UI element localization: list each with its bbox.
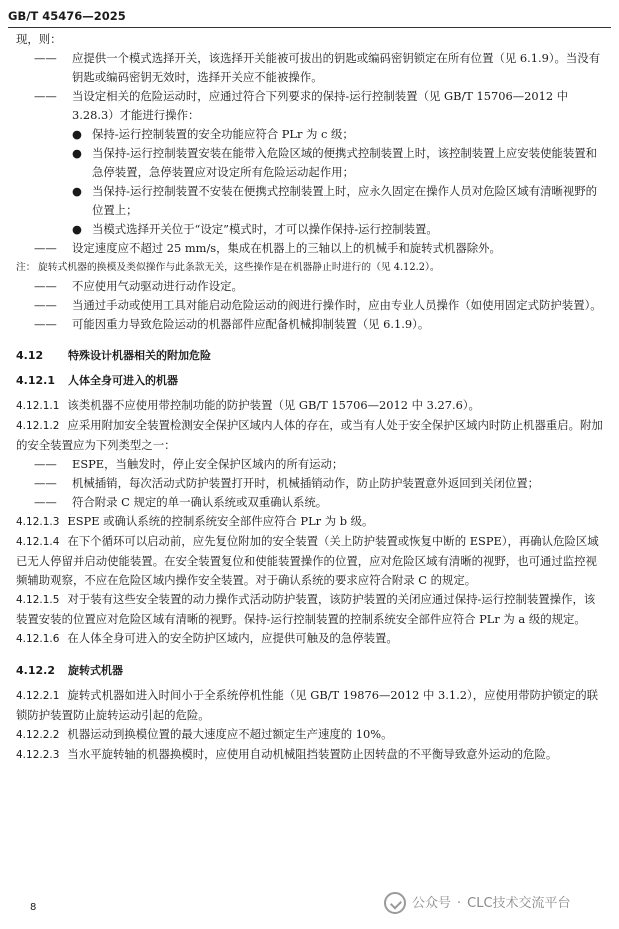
document-body xyxy=(0,30,619,765)
dash-marker: —— xyxy=(34,495,57,509)
paragraph xyxy=(0,30,619,49)
bullet-icon: ● xyxy=(72,127,82,141)
bullet-list-item xyxy=(0,182,619,220)
clause xyxy=(0,532,619,590)
clause-number: 4.12.1.3 xyxy=(16,516,60,528)
dash-list-item xyxy=(0,474,619,493)
clause-number: 4.12.1.2 xyxy=(16,420,60,432)
clause-text: ESPE 或确认系统的控制系统安全部件应符合 PLr 为 b 级。 xyxy=(67,514,374,528)
section-number: 4.12.2 xyxy=(16,664,55,677)
standard-number: GB/T 45476—2025 xyxy=(8,9,126,23)
clause xyxy=(0,512,619,532)
wechat-check-icon xyxy=(384,892,406,914)
clause-text: 在下个循环可以启动前，应先复位附加的安全装置（关上防护装置或恢复中断的 ESPE），再确认危险区域已无人停留并启动使能装置。在安全装置复位和使能装置操作的位置，应对危险区域有清晰的视野，也可通过监控视频辅助观察，不应在危险区域内操作安全装置。对于确认系统的要求应符合附录 C 的规定。 xyxy=(16,534,599,587)
note-label: 注： xyxy=(16,262,36,273)
header-rule xyxy=(8,27,611,28)
bullet-list-item xyxy=(0,144,619,182)
list-item-text: 当模式选择开关位于“设定”模式时，才可以操作保持-运行控制装置。 xyxy=(92,222,438,236)
clause-text: 旋转式机器如进入时间小于全系统停机性能（见 GB/T 19876—2012 中 3.1.2），应使用带防护锁定的联锁防护装置防止旋转运动引起的危险。 xyxy=(16,688,598,722)
clause xyxy=(0,629,619,649)
watermark-prefix: 公众号 xyxy=(412,895,452,911)
dash-list-item xyxy=(0,296,619,315)
dash-list-item xyxy=(0,455,619,474)
clause xyxy=(0,725,619,745)
clause-number: 4.12.1.5 xyxy=(16,594,60,606)
list-item-text: 当保持-运行控制装置不安装在便携式控制装置上时，应永久固定在操作人员对危险区域有清晰视野的位置上； xyxy=(92,184,598,217)
clause xyxy=(0,416,619,455)
list-item-text: 机械插销，每次活动式防护装置打开时，机械插销动作，防止防护装置意外返回到关闭位置； xyxy=(72,476,540,490)
list-item-text: 当保持-运行控制装置安装在能带入危险区域的便携式控制装置上时，该控制装置上应安装使能装置和急停装置，急停装置应对设定所有危险运动起作用； xyxy=(92,146,598,179)
watermark xyxy=(378,887,610,919)
list-item-text: ESPE，当触发时，停止安全保护区域内的所有运动； xyxy=(72,457,344,471)
section-heading xyxy=(0,661,619,680)
clause-text: 当水平旋转轴的机器换模时，应使用自动机械阻挡装置防止因转盘的不平衡导致意外运动的危险。 xyxy=(67,747,558,761)
section-title: 特殊设计机器相关的附加危险 xyxy=(68,349,211,362)
section-heading xyxy=(0,371,619,390)
clause-number: 4.12.2.1 xyxy=(16,690,60,702)
dash-marker: —— xyxy=(34,241,57,255)
dash-list-item xyxy=(0,277,619,296)
list-item-text: 可能因重力导致危险运动的机器部件应配备机械抑制装置（见 6.1.9）。 xyxy=(72,317,430,331)
clause-text: 在人体全身可进入的安全防护区域内，应提供可触及的急停装置。 xyxy=(67,631,398,645)
paragraph-text: 现，则： xyxy=(16,32,62,46)
bullet-list-item xyxy=(0,220,619,239)
clause-number: 4.12.2.3 xyxy=(16,749,60,761)
bullet-icon: ● xyxy=(72,184,82,198)
list-item-text: 符合附录 C 规定的单一确认系统或双重确认系统。 xyxy=(72,495,328,509)
bullet-list-item xyxy=(0,125,619,144)
section-number: 4.12.1 xyxy=(16,374,55,387)
list-item-text: 应提供一个模式选择开关，该选择开关能被可拔出的钥匙或编码密钥锁定在所有位置（见 6.1.9）。当没有钥匙或编码密钥无效时，选择开关应不能被操作。 xyxy=(72,51,601,84)
dash-marker: —— xyxy=(34,89,57,103)
dash-list-item xyxy=(0,493,619,512)
list-item-text: 当通过手动或使用工具对能启动危险运动的阀进行操作时，应由专业人员操作（如使用固定式防护装置）。 xyxy=(72,298,602,312)
watermark-name: CLC技术交流平台 xyxy=(467,895,571,911)
list-item-text: 保持-运行控制装置的安全功能应符合 PLr 为 c 级； xyxy=(92,127,354,141)
clause-text: 应采用附加安全装置检测安全保护区域内人体的存在，或当有人处于安全保护区域内时防止机器重启。附加的安全装置应为下列类型之一： xyxy=(16,418,603,452)
dash-list-item xyxy=(0,49,619,87)
clause-number: 4.12.1.1 xyxy=(16,400,60,412)
clause xyxy=(0,396,619,416)
list-item-text: 设定速度应不超过 25 mm/s，集成在机器上的三轴以上的机械手和旋转式机器除外。 xyxy=(72,241,501,255)
clause-text: 对于装有这些安全装置的动力操作式活动防护装置，该防护装置的关闭应通过保持-运行控制装置操作，该装置安装的位置应对危险区域有清晰的视野。保持-运行控制装置的控制系统安全部件应符合 PLr 为 a 级的规定。 xyxy=(16,592,596,626)
dash-marker: —— xyxy=(34,51,57,65)
section-title: 旋转式机器 xyxy=(68,664,123,677)
dash-marker: —— xyxy=(34,476,57,490)
section-title: 人体全身可进入的机器 xyxy=(68,374,178,387)
bullet-icon: ● xyxy=(72,222,82,236)
dash-list-item xyxy=(0,239,619,258)
section-heading xyxy=(0,346,619,365)
note xyxy=(0,258,619,277)
dash-marker: —— xyxy=(34,298,57,312)
clause-number: 4.12.1.4 xyxy=(16,536,60,548)
dash-marker: —— xyxy=(34,317,57,331)
clause-text: 该类机器不应使用带控制功能的防护装置（见 GB/T 15706—2012 中 3.27.6）。 xyxy=(67,398,480,412)
dash-marker: —— xyxy=(34,457,57,471)
list-item-text: 当设定相关的危险运动时，应通过符合下列要求的保持-运行控制装置（见 GB/T 15706—2012 中 3.28.3）才能进行操作： xyxy=(72,89,569,122)
dash-marker: —— xyxy=(34,279,57,293)
list-item-text: 不应使用气动驱动进行动作设定。 xyxy=(72,279,243,293)
clause xyxy=(0,745,619,765)
dash-list-item xyxy=(0,315,619,334)
note-text: 旋转式机器的换模及类似操作与此条款无关，这些操作是在机器静止时进行的（见 4.12.2）。 xyxy=(38,262,440,273)
clause xyxy=(0,686,619,725)
clause xyxy=(0,590,619,629)
dash-list-item xyxy=(0,87,619,125)
watermark-separator: · xyxy=(457,895,462,911)
page-number: 8 xyxy=(30,902,37,913)
clause-number: 4.12.2.2 xyxy=(16,729,60,741)
clause-text: 机器运动到换模位置的最大速度应不超过额定生产速度的 10%。 xyxy=(67,727,393,741)
clause-number: 4.12.1.6 xyxy=(16,633,60,645)
section-number: 4.12 xyxy=(16,349,44,362)
bullet-icon: ● xyxy=(72,146,82,160)
